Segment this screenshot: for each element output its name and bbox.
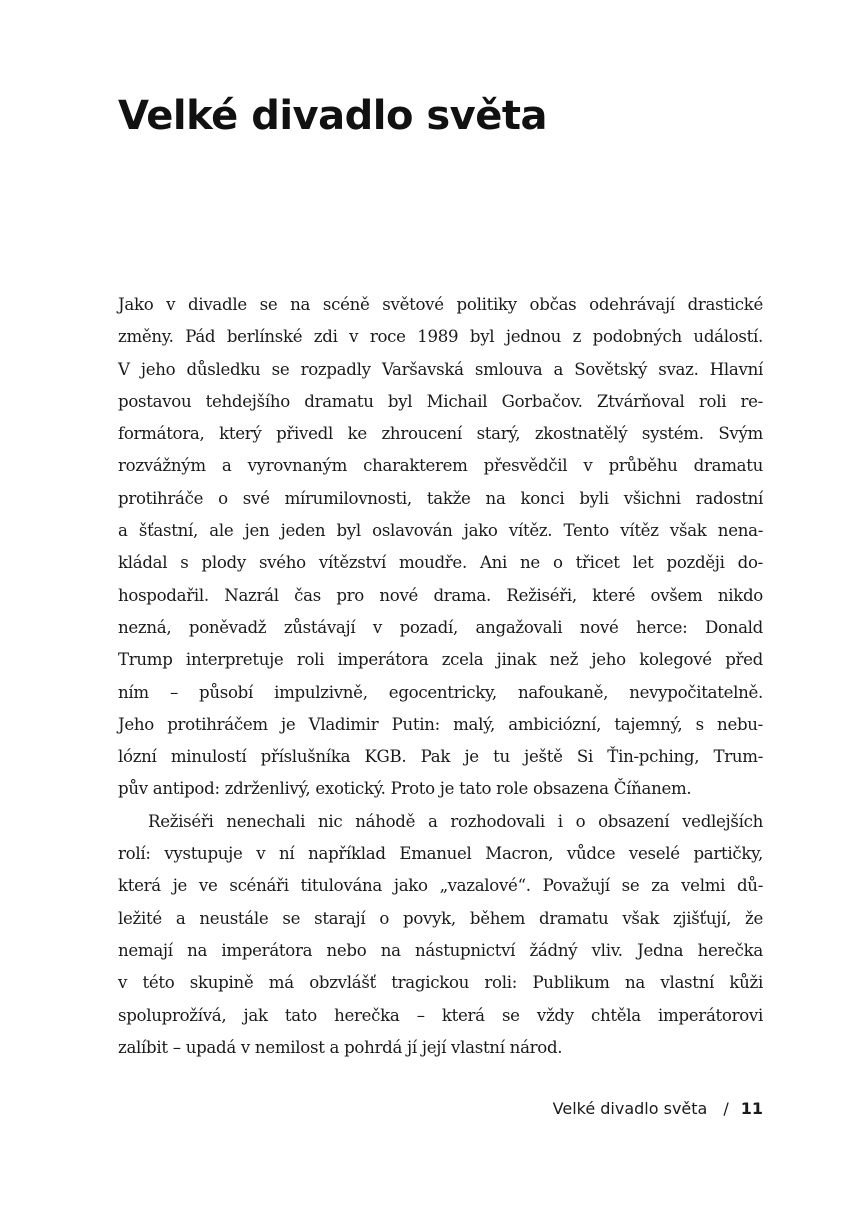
text-line: rolí: vystupuje v ní například Emanuel Macron, vůdce veselé partičky, — [118, 844, 763, 864]
text-line: která je ve scénáři titulována jako „vazalové“. Považují se za velmi dů- — [118, 876, 763, 896]
text-line: Trump interpretuje roli imperátora zcela jinak než jeho kolegové před — [118, 650, 763, 670]
text-line: formátora, který přivedl ke zhroucení starý, zkostnatělý systém. Svým — [118, 424, 763, 444]
text-line: nezná, poněvadž zůstávají v pozadí, angažovali nové herce: Donald — [118, 617, 763, 637]
paragraph-1 — [118, 289, 763, 806]
text-line: Jako v divadle se na scéně světové politiky občas odehrávají drastické — [118, 295, 763, 314]
text-line: spoluprožívá, jak tato herečka – která se vždy chtěla imperátorovi — [118, 1005, 763, 1025]
text-line: protihráče o své mírumilovnosti, takže na konci byli všichni radostní — [118, 488, 763, 508]
text-line: hospodařil. Nazrál čas pro nové drama. Režiséři, které ovšem nikdo — [118, 585, 763, 605]
text-line: ním – působí impulzivně, egocentricky, nafoukaně, nevypočitatelně. — [118, 682, 763, 702]
text-line: nemají na imperátora nebo na nástupnictví žádný vliv. Jedna herečka — [118, 940, 763, 960]
text-line: lózní minulostí příslušníka KGB. Pak je tu ještě Si Ťin-pching, Trum- — [118, 747, 763, 767]
page-number: 11 — [740, 1099, 763, 1118]
paragraph-2 — [118, 806, 763, 1064]
text-line: ležité a neustále se starají o povyk, během dramatu však zjišťují, že — [118, 908, 763, 928]
text-line: Jeho protihráčem je Vladimir Putin: malý, ambiciózní, tajemný, s nebu- — [118, 714, 763, 734]
running-footer — [553, 1097, 763, 1121]
chapter-title: Velké divadlo světa — [118, 93, 547, 139]
text-line: pův antipod: zdrženlivý, exotický. Proto je tato role obsazena Číňanem. — [118, 779, 692, 799]
text-line: a šťastní, ale jen jeden byl oslavován jako vítěz. Tento vítěz však nena- — [118, 521, 763, 541]
body-text — [118, 289, 763, 1064]
text-line: V jeho důsledku se rozpadly Varšavská smlouva a Sovětský svaz. Hlavní — [118, 359, 763, 379]
running-title: Velké divadlo světa — [552, 1099, 708, 1118]
text-line: zalíbit – upadá v nemilost a pohrdá jí její vlastní národ. — [118, 1037, 563, 1057]
footer-separator: / — [723, 1099, 729, 1118]
text-line: Režiséři nenechali nic náhodě a rozhodovali i o obsazení vedlejších — [148, 811, 763, 831]
text-line: kládal s plody svého vítězství moudře. Ani ne o třicet let později do- — [118, 553, 763, 573]
text-line: v této skupině má obzvlášť tragickou roli: Publikum na vlastní kůži — [118, 973, 763, 993]
text-line: rozvážným a vyrovnaným charakterem přesvědčil v průběhu dramatu — [118, 456, 763, 476]
text-line: postavou tehdejšího dramatu byl Michail Gorbačov. Ztvárňoval roli re- — [118, 391, 763, 411]
text-line: změny. Pád berlínské zdi v roce 1989 byl jednou z podobných událostí. — [118, 327, 763, 347]
